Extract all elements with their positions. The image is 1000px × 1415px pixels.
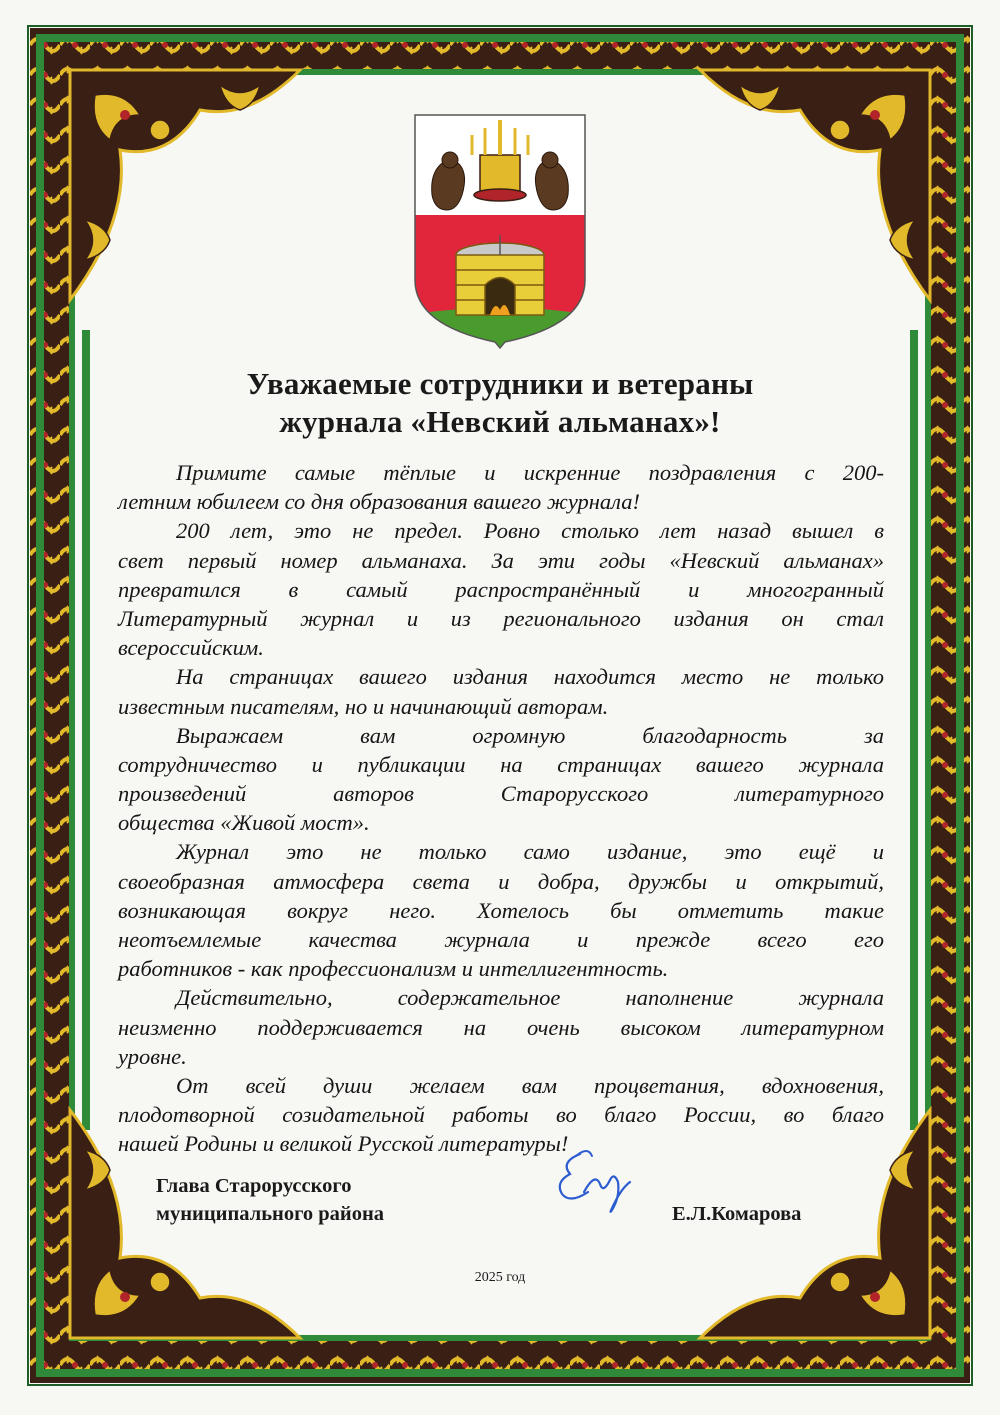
signatory-title-line-1: Глава Старорусского [156, 1175, 352, 1197]
body-line: От всей души желаем вам процветания, вдохновения, [176, 1072, 884, 1098]
title-line-1: Уважаемые сотрудники и ветераны [246, 366, 754, 401]
body-line: Примите самые тёплые и искренние поздравления с 200- [176, 460, 884, 485]
body-line: На страницах вашего издания находится место не только [176, 664, 884, 690]
title-line-2: журнала «Невский альманах»! [279, 404, 721, 439]
letter-body [118, 458, 884, 1159]
body-line: работников - как профессионализм и интеллигентность. [118, 956, 669, 982]
signatory-title-line-2: муниципального района [156, 1203, 385, 1225]
body-line: свет первый номер альманаха. За эти годы «Невский альманах» [118, 547, 884, 573]
body-line: произведений авторов Старорусского литературного [118, 781, 884, 807]
body-line: своеобразная атмосфера света и добра, дружбы и открытий, [118, 868, 884, 894]
body-line: летним юбилеем со дня образования вашего журнала! [118, 489, 640, 515]
document-year: 2025 год [474, 1270, 526, 1285]
body-line: Журнал это не только само издание, это ещё и [176, 839, 884, 865]
body-line: всероссийским. [118, 635, 264, 661]
body-line: Литературный журнал и из регионального издания он стал [118, 605, 884, 631]
signatory-name: Е.Л.Комарова [672, 1203, 802, 1225]
body-line: возникающая вокруг него. Хотелось бы отметить такие [118, 897, 884, 923]
body-line: превратился в самый распространённый и многогранный [118, 576, 884, 602]
body-line: известным писателям, но и начинающий авторам. [118, 693, 609, 719]
body-line: неизменно поддерживается на очень высоком литературном [118, 1014, 884, 1040]
body-line: плодотворной созидательной работы во благо России, во благо [118, 1102, 884, 1128]
handwritten-signature [540, 1142, 640, 1222]
body-line: уровне. [118, 1043, 187, 1069]
body-line: 200 лет, это не предел. Ровно столько лет назад вышел в [176, 518, 884, 544]
body-line: Выражаем вам огромную благодарность за [176, 722, 884, 748]
body-line: нашей Родины и великой Русской литературы! [118, 1131, 569, 1157]
coat-of-arms-icon [410, 110, 590, 350]
body-line: общества «Живой мост». [118, 810, 370, 836]
body-line: сотрудничество и публикации на страницах вашего журнала [118, 751, 884, 777]
body-line: неотъемлемые качества журнала и прежде всего его [118, 927, 884, 952]
body-line: Действительно, содержательное наполнение журнала [176, 985, 884, 1011]
